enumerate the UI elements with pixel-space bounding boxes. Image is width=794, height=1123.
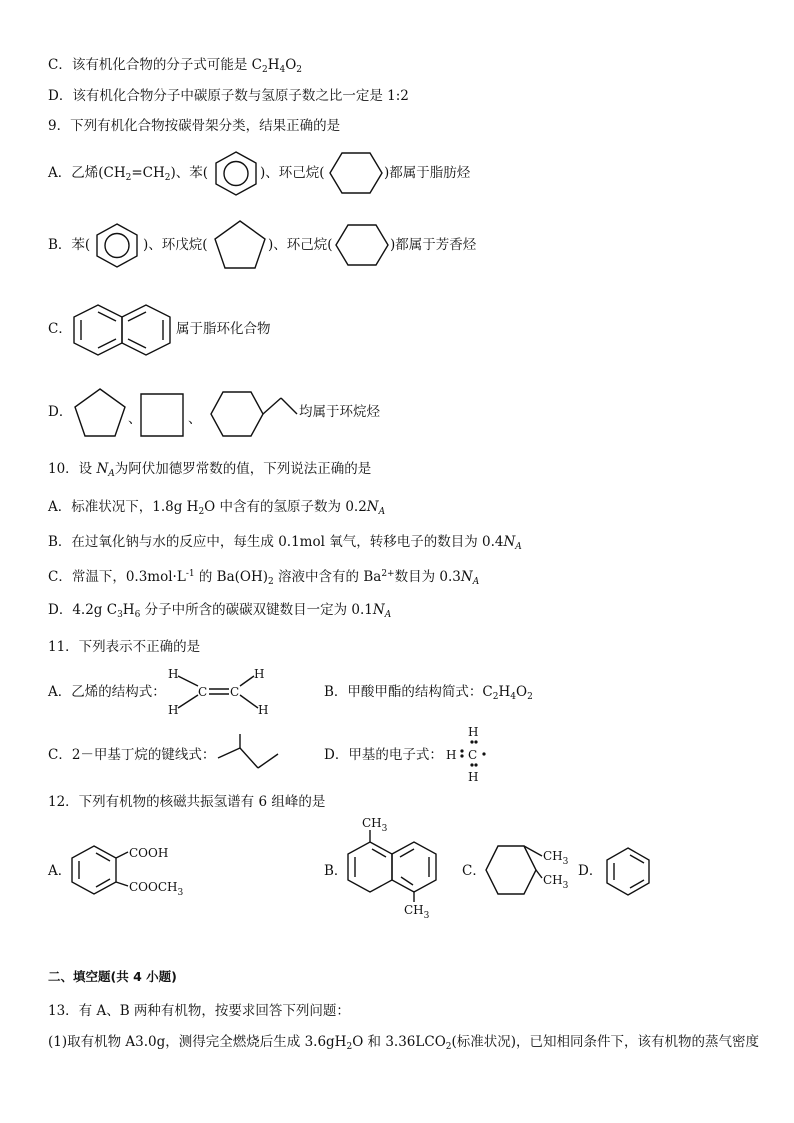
q9-option-c-label: C．: [48, 321, 72, 337]
q12-option-b-label: B．: [324, 863, 348, 879]
q12-option-c-label: C．: [462, 863, 486, 879]
q10-stem-text: 10．设: [48, 461, 97, 477]
q8-option-c: [48, 56, 302, 79]
q11-stem: 11．下列表示不正确的是: [48, 639, 201, 655]
avogadro-sub: A: [378, 507, 386, 517]
q8-c-text: H: [267, 57, 280, 73]
q9-a-sub: 2: [125, 173, 132, 183]
q9-b-part2: )、环戊烷(: [143, 237, 208, 253]
group-cooh: COOH: [129, 846, 169, 860]
q10-d-text: H: [122, 602, 135, 618]
q9-b-part3: )、环己烷(: [268, 237, 333, 253]
avogadro-symbol: N: [372, 602, 385, 618]
avogadro-sub: A: [472, 577, 480, 587]
q10-stem-text: 为阿伏加德罗常数的值，下列说法正确的是: [114, 461, 372, 477]
methyl-electron-formula: [444, 722, 494, 784]
atom-h: H: [168, 667, 179, 681]
q10-c-sub: 2: [268, 577, 274, 587]
q10-d-sub: 6: [134, 610, 141, 620]
atom-h: H: [468, 770, 479, 784]
q10-b-text: B．在过氧化钠与水的反应中，每生成 0.1mol 氧气，转移电子的数目为 0.4: [48, 534, 504, 550]
atom-h: H: [168, 703, 179, 717]
phthalate-monomethyl-structure: [68, 840, 198, 900]
q10-option-d: [48, 601, 391, 624]
q9-b-part4: )都属于芳香烃: [390, 237, 477, 253]
q8-c-text: C．该有机化合物的分子式可能是 C: [48, 57, 262, 73]
q11-b-sub: 2: [527, 692, 533, 702]
q8-c-sub: 2: [296, 65, 303, 75]
atom-h: H: [254, 667, 265, 681]
group-ch3: $CH_3$: [543, 873, 569, 891]
q8-option-d: D．该有机化合物分子中碳原子数与氢原子数之比一定是 1:2: [48, 88, 409, 104]
q11-b-sub: 4: [510, 692, 516, 702]
q9-c-text: 属于脂环化合物: [176, 321, 271, 337]
q11-option-c-label: C．2－甲基丁烷的键线式：: [48, 747, 216, 763]
q9-d-sep: 、: [188, 411, 202, 427]
atom-h: H: [258, 703, 269, 717]
q9-a-text: A．乙烯(CH: [48, 165, 126, 181]
dimethylcyclohexane-structure: [484, 838, 580, 900]
q10-a-text: O 中含有的氢原子数为 0.2: [204, 499, 367, 515]
benzene-structure: [212, 150, 260, 196]
q9-d-text: 均属于环烷烃: [299, 404, 380, 420]
q9-d-sep: 、: [128, 411, 142, 427]
q9-option-b-part1: B．苯(: [48, 237, 91, 253]
q9-stem: 9．下列有机化合物按碳骨架分类，结果正确的是: [48, 118, 341, 134]
group-ch3: $CH_3$: [404, 903, 430, 921]
q11-b-text: O: [516, 684, 528, 700]
q10-d-text: D．4.2g C: [48, 602, 118, 618]
q11-b-sub: 2: [492, 692, 499, 702]
avogadro-sub: A: [108, 469, 115, 479]
cyclohexane-structure: [334, 222, 390, 268]
q10-c-sup: -1: [185, 569, 195, 579]
cyclobutane-structure: [139, 392, 185, 438]
q12-stem: 12．下列有机物的核磁共振氢谱有 6 组峰的是: [48, 794, 326, 810]
group-ch3: $CH_3$: [362, 816, 388, 834]
q9-a-part3: )都属于脂肪烃: [384, 165, 471, 181]
q8-c-sub: 4: [279, 65, 286, 75]
ethylene-structural-formula: [166, 664, 270, 720]
q9-a-text: =CH: [131, 165, 165, 181]
q9-option-a-part1: [48, 164, 208, 187]
atom-c: C: [230, 685, 240, 699]
cyclohexane-structure: [328, 150, 384, 196]
q10-option-a: [48, 498, 385, 521]
cyclopentane-structure: [212, 218, 268, 272]
avogadro-sub: A: [515, 542, 522, 552]
q10-c-text: 溶液中含有的 Ba: [273, 569, 382, 585]
q13-part1: [48, 1033, 759, 1056]
q10-d-sub: 3: [117, 610, 123, 620]
q10-option-c: [48, 565, 479, 591]
benzene-structure: [93, 222, 141, 268]
q12-option-d-label: D．: [578, 863, 603, 879]
q13-text: O 和 3.36LCO: [352, 1034, 446, 1050]
q13-text: (标准状况)，已知相同条件下，该有机物的蒸气密度: [451, 1034, 760, 1050]
q11-b-text: B．甲酸甲酯的结构简式：C: [324, 684, 493, 700]
atom-h: H: [446, 748, 457, 762]
q11-option-d-label: D．甲基的电子式：: [324, 747, 443, 763]
ethylcyclohexane-structure: [207, 390, 299, 440]
q10-stem: [48, 460, 371, 483]
group-ch3: $CH_3$: [543, 849, 569, 867]
dimethylnaphthalene-structure: [344, 814, 448, 920]
q9-option-d-label: D．: [48, 404, 73, 420]
avogadro-sub: A: [384, 610, 392, 620]
q10-a-text: A．标准状况下，1.8g H: [48, 499, 199, 515]
q13-sub: 2: [445, 1042, 452, 1052]
avogadro-symbol: N: [96, 461, 109, 477]
q11-b-text: H: [498, 684, 511, 700]
naphthalene-structure: [72, 302, 176, 358]
q9-a-part2: )、环己烷(: [260, 165, 325, 181]
q11-option-a-label: A．乙烯的结构式：: [48, 684, 166, 700]
atom-c: C: [198, 685, 208, 699]
q11-option-b: [324, 683, 533, 706]
methylbutane-skeletal-formula: [214, 732, 280, 776]
q10-c-text: C．常温下，0.3mol·L: [48, 569, 186, 585]
atom-h: H: [468, 725, 479, 739]
group-coocH3: $COOCH_3$: [129, 880, 184, 898]
section-title: 二、填空题(共 4 小题): [48, 969, 177, 984]
q9-a-text: )、苯(: [170, 165, 209, 181]
q13-stem: 13．有 A、B 两种有机物，按要求回答下列问题：: [48, 1003, 350, 1019]
avogadro-symbol: N: [366, 499, 379, 515]
q10-c-text: 数目为 0.3: [394, 569, 461, 585]
q13-sub: 2: [346, 1042, 353, 1052]
q10-d-text: 分子中所含的碳碳双键数目一定为 0.1: [140, 602, 373, 618]
q8-c-sub: 2: [261, 65, 268, 75]
q9-a-sub: 2: [164, 173, 171, 183]
avogadro-symbol: N: [503, 534, 516, 550]
q10-c-sup: 2+: [381, 569, 395, 579]
benzene-kekule-structure: [604, 846, 652, 896]
q10-a-sub: 2: [198, 507, 205, 517]
q13-text: (1)取有机物 A3.0g，测得完全燃烧后生成 3.6gH: [48, 1034, 347, 1050]
q10-c-text: 的 Ba(OH): [194, 569, 269, 585]
cyclopentane-structure: [72, 386, 128, 440]
atom-c: C: [468, 748, 478, 762]
q12-option-a-label: A．: [48, 863, 72, 879]
q10-option-b: [48, 533, 522, 556]
avogadro-symbol: N: [460, 569, 473, 585]
q8-c-text: O: [285, 57, 297, 73]
